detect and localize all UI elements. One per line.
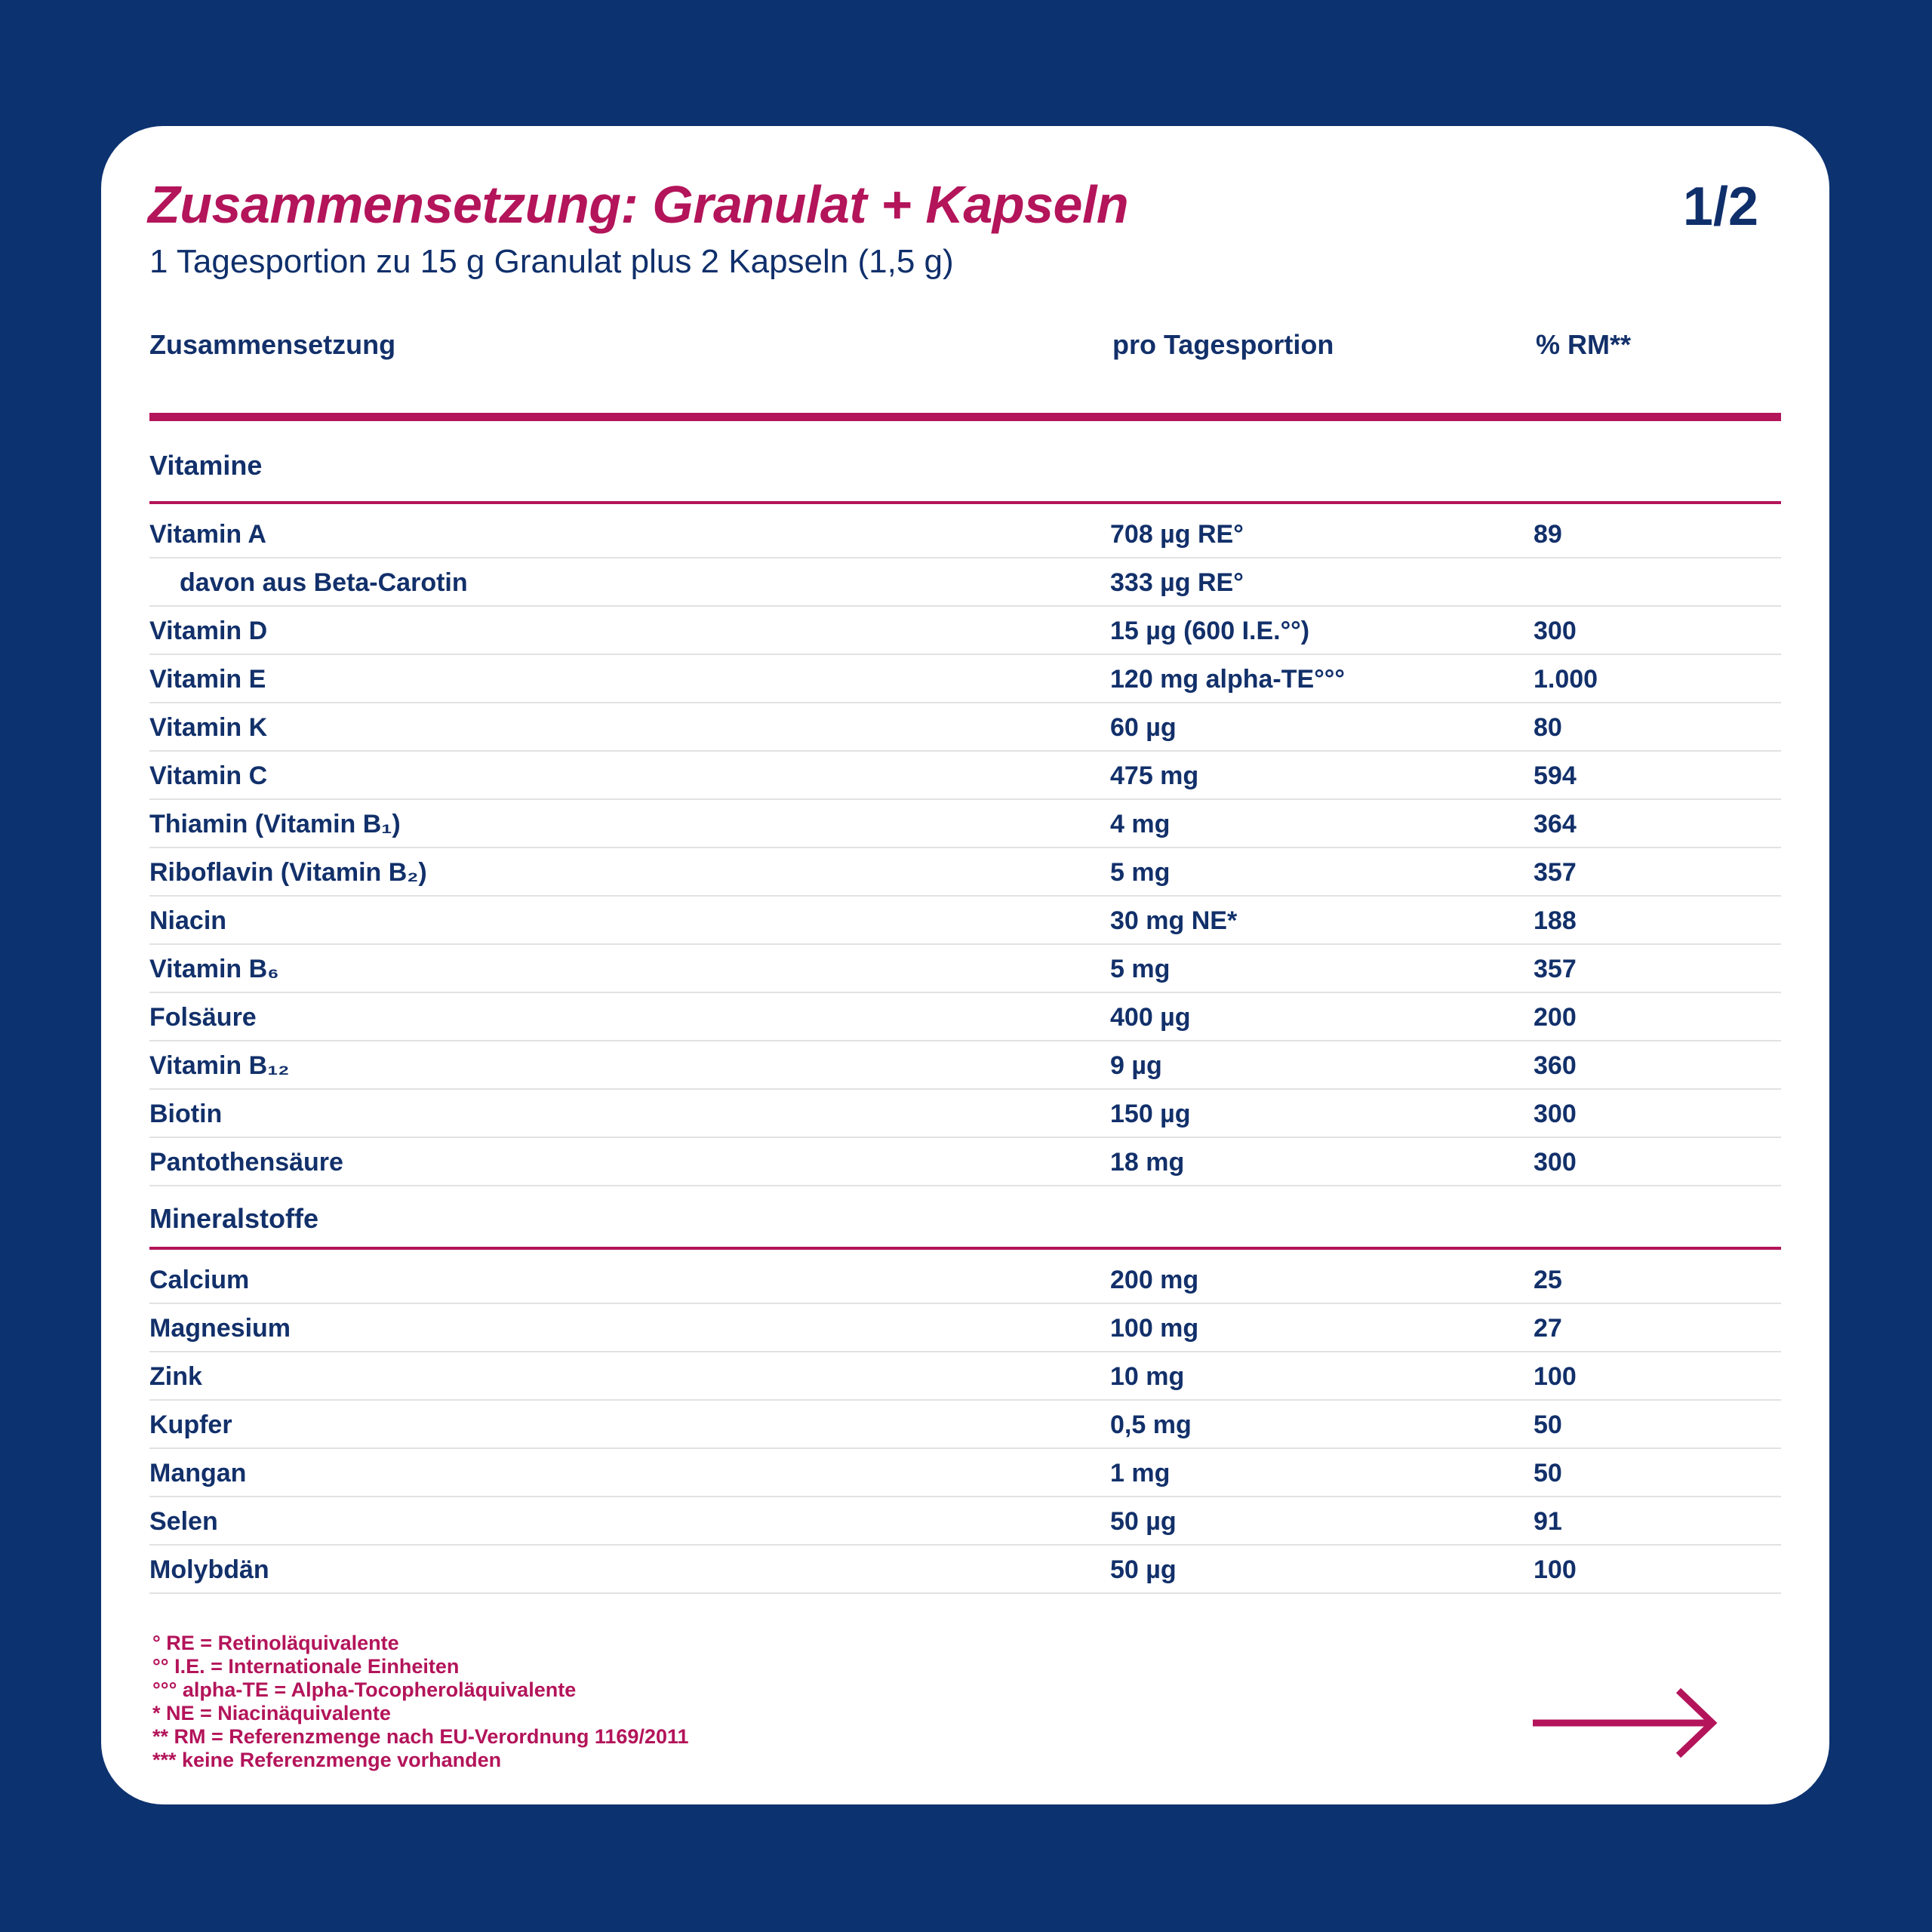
page-title: Zusammensetzung: Granulat + Kapseln xyxy=(148,175,1129,234)
section-title: Vitamine xyxy=(149,450,263,481)
rm-percent: 300 xyxy=(1534,617,1577,645)
table-row xyxy=(149,703,1781,752)
section-title: Mineralstoffe xyxy=(149,1203,319,1234)
amount-per-portion: 10 mg xyxy=(1110,1362,1185,1391)
nutrient-name: Folsäure xyxy=(149,1003,257,1032)
footnote: ** RM = Referenzmenge nach EU-Verordnung 1169/2011 xyxy=(152,1725,689,1748)
table-row xyxy=(149,607,1781,655)
rm-percent: 594 xyxy=(1534,761,1577,790)
rm-percent: 91 xyxy=(1534,1507,1562,1536)
rm-percent: 300 xyxy=(1534,1148,1577,1177)
amount-per-portion: 18 mg xyxy=(1110,1148,1185,1177)
table-row xyxy=(149,1138,1781,1186)
amount-per-portion: 400 µg xyxy=(1110,1003,1191,1032)
amount-per-portion: 50 µg xyxy=(1110,1555,1177,1584)
rm-percent: 300 xyxy=(1534,1100,1577,1128)
rm-percent: 357 xyxy=(1534,858,1577,887)
rm-percent: 50 xyxy=(1534,1459,1562,1487)
nutrient-name: Molybdän xyxy=(149,1555,269,1584)
footnote: °° I.E. = Internationale Einheiten xyxy=(152,1655,460,1678)
amount-per-portion: 4 mg xyxy=(1110,810,1171,838)
table-row xyxy=(149,1090,1781,1138)
rm-percent: 357 xyxy=(1534,955,1577,983)
table-row xyxy=(149,558,1781,607)
nutrient-name: Mangan xyxy=(149,1459,247,1487)
nutrient-name: davon aus Beta-Carotin xyxy=(180,568,468,597)
section-header xyxy=(149,421,1781,504)
page-subtitle: 1 Tagesportion zu 15 g Granulat plus 2 Kapseln (1,5 g) xyxy=(149,243,954,280)
nutrient-name: Pantothensäure xyxy=(149,1148,343,1177)
amount-per-portion: 100 mg xyxy=(1110,1314,1199,1343)
table-row xyxy=(149,655,1781,703)
nutrient-name: Riboflavin (Vitamin B₂) xyxy=(149,858,427,887)
nutrient-name: Vitamin K xyxy=(149,713,268,742)
table-row xyxy=(149,800,1781,848)
table-row xyxy=(149,848,1781,897)
page-indicator: 1/2 xyxy=(1682,177,1758,237)
column-header-composition: Zusammensetzung xyxy=(149,329,396,360)
amount-per-portion: 1 mg xyxy=(1110,1459,1171,1487)
table-header xyxy=(149,330,1781,421)
footnote: ° RE = Retinoläquivalente xyxy=(152,1632,399,1654)
nutrient-name: Vitamin C xyxy=(149,761,268,790)
rm-percent: 25 xyxy=(1534,1266,1562,1294)
nutrient-name: Vitamin E xyxy=(149,665,266,694)
table-row xyxy=(149,1352,1781,1401)
amount-per-portion: 475 mg xyxy=(1110,761,1199,790)
column-header-amount: pro Tagesportion xyxy=(1112,329,1334,360)
footnotes xyxy=(152,1632,689,1772)
rm-percent: 100 xyxy=(1534,1362,1577,1391)
rm-percent: 188 xyxy=(1534,906,1577,935)
amount-per-portion: 50 µg xyxy=(1110,1507,1177,1536)
table-row xyxy=(149,945,1781,993)
column-header-rm: % RM** xyxy=(1536,329,1632,360)
rm-percent: 364 xyxy=(1534,810,1577,838)
composition-table xyxy=(149,330,1781,1594)
amount-per-portion: 333 µg RE° xyxy=(1110,568,1244,597)
table-row xyxy=(149,752,1781,800)
table-row xyxy=(149,1449,1781,1497)
nutrient-name: Niacin xyxy=(149,906,227,935)
footnote: *** keine Referenzmenge vorhanden xyxy=(152,1749,502,1771)
table-row xyxy=(149,1401,1781,1449)
amount-per-portion: 5 mg xyxy=(1110,955,1171,983)
table-body xyxy=(149,421,1781,1594)
table-row xyxy=(149,1256,1781,1304)
nutrient-name: Biotin xyxy=(149,1100,223,1128)
amount-per-portion: 15 µg (600 I.E.°°) xyxy=(1110,617,1310,645)
amount-per-portion: 9 µg xyxy=(1110,1051,1162,1080)
amount-per-portion: 708 µg RE° xyxy=(1110,520,1244,549)
amount-per-portion: 60 µg xyxy=(1110,713,1177,742)
amount-per-portion: 150 µg xyxy=(1110,1100,1191,1128)
rm-percent: 100 xyxy=(1534,1555,1577,1584)
amount-per-portion: 0,5 mg xyxy=(1110,1411,1192,1439)
nutrient-name: Vitamin A xyxy=(149,520,266,549)
nutrient-name: Zink xyxy=(149,1362,202,1391)
amount-per-portion: 5 mg xyxy=(1110,858,1171,887)
amount-per-portion: 120 mg alpha-TE°°° xyxy=(1110,665,1345,694)
rm-percent: 200 xyxy=(1534,1003,1577,1032)
nutrient-name: Magnesium xyxy=(149,1314,291,1343)
nutrient-name: Thiamin (Vitamin B₁) xyxy=(149,810,401,838)
rm-percent: 1.000 xyxy=(1534,665,1598,694)
table-row xyxy=(149,1041,1781,1090)
amount-per-portion: 30 mg NE* xyxy=(1110,906,1238,935)
rm-percent: 89 xyxy=(1534,520,1562,549)
table-row xyxy=(149,1304,1781,1352)
table-row xyxy=(149,897,1781,945)
section-header xyxy=(149,1186,1781,1250)
footnote: * NE = Niacinäquivalente xyxy=(152,1702,391,1724)
nutrient-name: Calcium xyxy=(149,1266,250,1294)
rm-percent: 360 xyxy=(1534,1051,1577,1080)
nutrient-name: Vitamin B₁₂ xyxy=(149,1051,290,1080)
amount-per-portion: 200 mg xyxy=(1110,1266,1199,1294)
nutrition-card xyxy=(101,126,1829,1804)
nutrient-name: Vitamin B₆ xyxy=(149,955,279,983)
table-row xyxy=(149,1497,1781,1546)
table-row xyxy=(149,993,1781,1041)
rm-percent: 27 xyxy=(1534,1314,1562,1343)
footnote: °°° alpha-TE = Alpha-Tocopheroläquivalente xyxy=(152,1678,577,1701)
rm-percent: 80 xyxy=(1534,713,1562,742)
nutrient-name: Selen xyxy=(149,1507,218,1536)
nutrient-name: Vitamin D xyxy=(149,617,268,645)
nutrient-name: Kupfer xyxy=(149,1411,232,1439)
rm-percent: 50 xyxy=(1534,1411,1562,1439)
arrow-right-icon[interactable] xyxy=(1533,1685,1721,1761)
table-row xyxy=(149,1546,1781,1594)
table-row xyxy=(149,510,1781,558)
